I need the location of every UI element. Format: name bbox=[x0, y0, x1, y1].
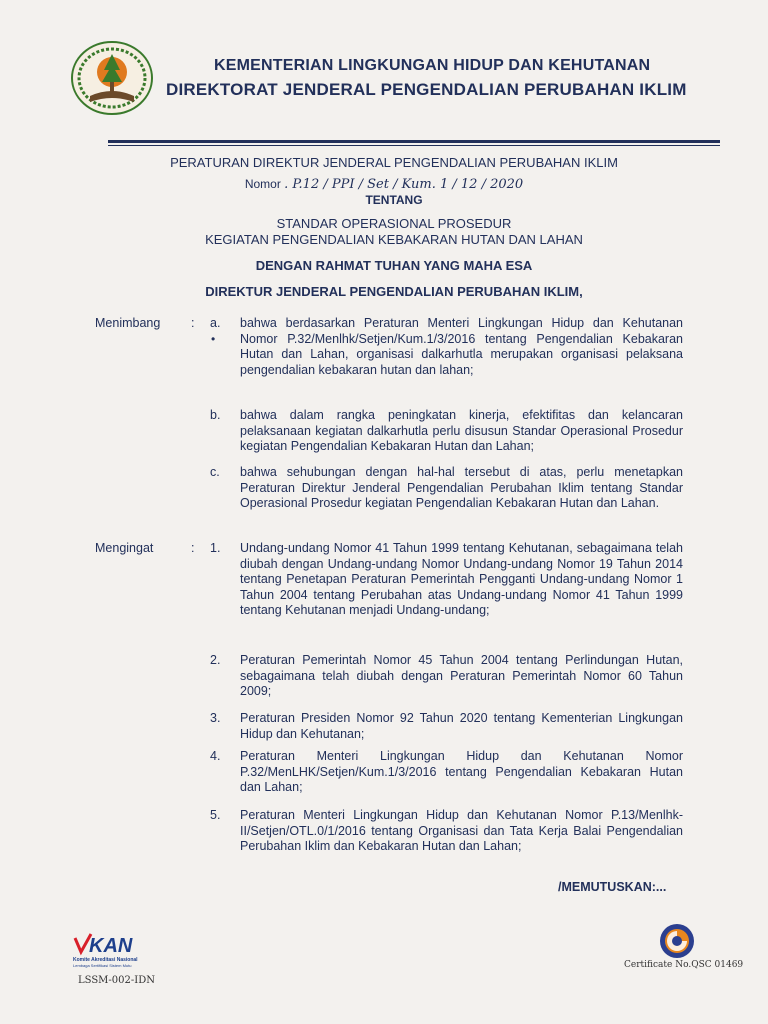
ministry-name: KEMENTERIAN LINGKUNGAN HIDUP DAN KEHUTANAN bbox=[214, 57, 651, 74]
directorate-name: DIREKTORAT JENDERAL PENGENDALIAN PERUBAHAN IKLIM bbox=[166, 80, 687, 99]
item-text: bahwa berdasarkan Peraturan Menteri Lingkungan Hidup dan Kehutanan Nomor P.32/Menlhk/Setjen/Kum.1/3/2016 tentang Pengendalian Kebakaran Hutan dan Lahan, organisasi dalkarhutla merupakan organisasi pelaksana pengendalian kebakaran hutan dan lahan; bbox=[240, 316, 683, 377]
kan-subtitle: Lembaga Sertifikasi Sistem Mutu bbox=[73, 963, 132, 968]
subject-line-1: STANDAR OPERASIONAL PROSEDUR bbox=[276, 216, 512, 231]
certificate-number: Certificate No.QSC 01469 bbox=[624, 960, 744, 970]
header-rule-thin bbox=[108, 145, 720, 146]
blessing-line: DENGAN RAHMAT TUHAN YANG MAHA ESA bbox=[255, 258, 533, 273]
item-marker: 4. bbox=[210, 749, 221, 763]
mengingat-colon: : bbox=[191, 541, 195, 555]
menimbang-colon: : bbox=[191, 316, 195, 330]
item-marker: c. bbox=[210, 465, 220, 479]
item-marker: 2. bbox=[210, 653, 221, 667]
item-marker: 1. bbox=[210, 541, 221, 555]
tentang-heading: TENTANG bbox=[365, 193, 423, 207]
regulation-number bbox=[0, 177, 768, 192]
item-text: Undang-undang Nomor 41 Tahun 1999 tentang Kehutanan, sebagaimana telah diubah dengan Undang-undang Nomor Undang-undang Nomor 19 Tahun 2014 tentang Penetapan Peraturan Pemerintah Pengganti Undang-undang Nomor 1 Tahun 2004 tentang Perubahan atas Undang-undang Nomor 41 Tahun 1999 tentang Kehutanan menjadi Undang-undang; bbox=[240, 541, 683, 617]
mengingat-label: Mengingat bbox=[95, 541, 154, 555]
bullet-mark: • bbox=[211, 332, 216, 346]
kan-name: Komite Akreditasi Nasional bbox=[73, 957, 138, 963]
item-text: Peraturan Pemerintah Nomor 45 Tahun 2004 tentang Perlindungan Hutan, sebagaimana telah diubah dengan Peraturan Pemerintah Nomor 60 Tahun 2009; bbox=[240, 653, 683, 698]
item-text: bahwa sehubungan dengan hal-hal tersebut di atas, perlu menetapkan Peraturan Direktur Jenderal Pengendalian Perubahan Iklim tentang Standar Operasional Prosedur kegiatan Pengendalian Kebakaran Hutan dan Lahan. bbox=[240, 465, 683, 510]
nomor-value: . P.12 / PPI / Set / Kum. 1 / 12 / 2020 bbox=[284, 177, 524, 192]
kan-logo-text: KAN bbox=[89, 935, 133, 957]
item-marker: 3. bbox=[210, 711, 221, 725]
item-text: Peraturan Menteri Lingkungan Hidup dan Kehutanan Nomor P.13/Menlhk-II/Setjen/OTL.0/1/2016 tentang Organisasi dan Tata Kerja Balai Pengendalian Perubahan Iklim dan Kebakaran Hutan dan Lahan; bbox=[240, 808, 683, 853]
item-marker: b. bbox=[210, 408, 221, 422]
regulation-title: PERATURAN DIREKTUR JENDERAL PENGENDALIAN PERUBAHAN IKLIM bbox=[170, 155, 618, 170]
item-marker: 5. bbox=[210, 808, 221, 822]
subject-line-2: KEGIATAN PENGENDALIAN KEBAKARAN HUTAN DAN LAHAN bbox=[205, 232, 583, 247]
ministry-logo bbox=[70, 40, 154, 116]
authority-line: DIREKTUR JENDERAL PENGENDALIAN PERUBAHAN IKLIM, bbox=[205, 284, 583, 299]
item-marker: a. bbox=[210, 316, 221, 330]
certification-logo bbox=[658, 922, 696, 960]
item-text: bahwa dalam rangka peningkatan kinerja, efektifitas dan kelancaran pelaksanaan kegiatan dalkarhutla perlu disusun Standar Operasional Prosedur kegiatan Pengendalian Kebakaran Hutan dan Lahan; bbox=[240, 408, 683, 453]
item-text: Peraturan Presiden Nomor 92 Tahun 2020 tentang Kementerian Lingkungan Hidup dan Kehutanan; bbox=[240, 711, 683, 741]
nomor-label: Nomor bbox=[244, 177, 281, 191]
item-text: Peraturan Menteri Lingkungan Hidup dan Kehutanan Nomor P.32/MenLHK/Setjen/Kum.1/3/2016 tentang Pengendalian Kebakaran Hutan dan Lahan; bbox=[240, 749, 683, 794]
header-rule-thick bbox=[108, 140, 720, 143]
menimbang-label: Menimbang bbox=[95, 316, 161, 330]
lssm-code: LSSM-002-IDN bbox=[78, 975, 155, 986]
continuation-marker: /MEMUTUSKAN:... bbox=[558, 880, 667, 894]
